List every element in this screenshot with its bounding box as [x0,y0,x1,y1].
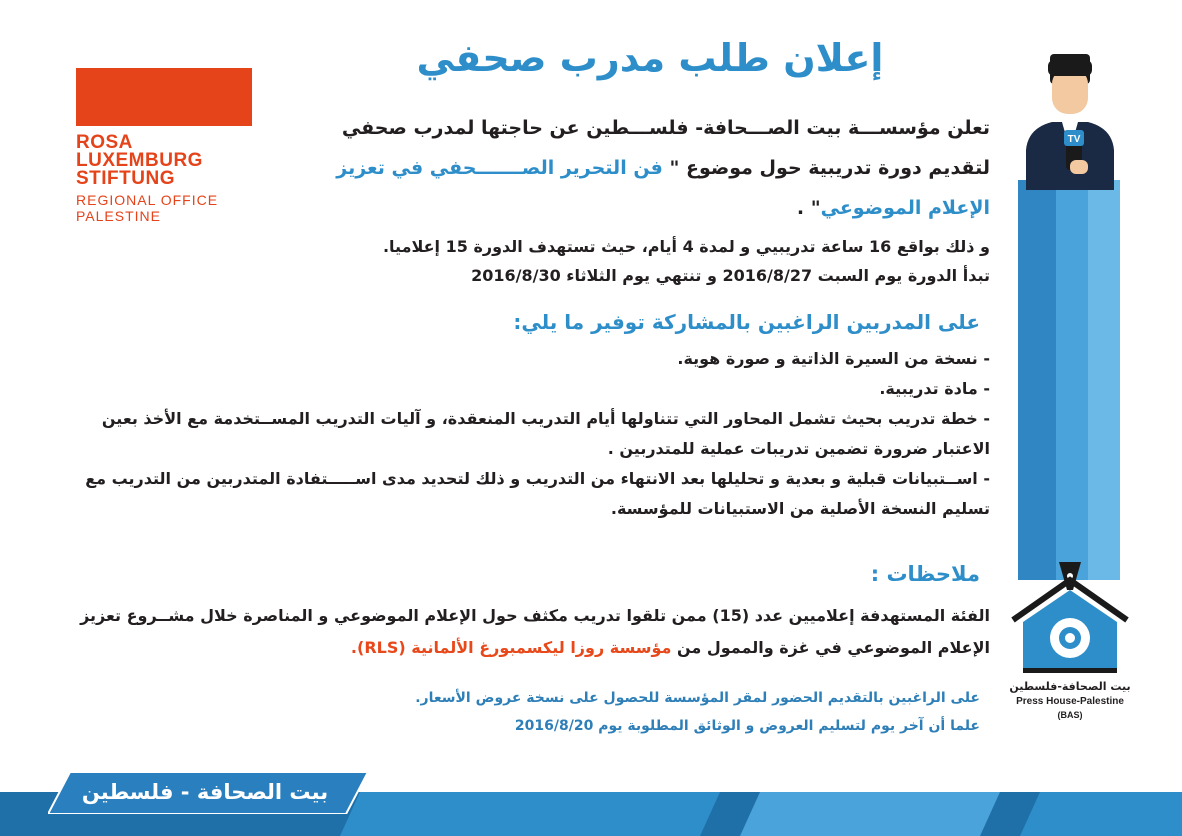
decorative-pillar [1018,180,1120,580]
rls-logo-block [76,68,252,126]
list-item: - نسخة من السيرة الذاتية و صورة هوية. [677,349,990,368]
notes-organization: مؤسسة روزا ليكسمبورغ الألمانية (RLS). [350,638,672,657]
rls-logo-sub-line: PALESTINE [76,208,161,224]
list-item: - خطة تدريب بحيث تشمل المحاور التي تتناولها أيام التدريب المنعقدة، و آليات التدريب المســتخدمة مع الأخذ بعين الاعتبار ضرورة تضمين تدريبات عملية للمتدربين . [101,409,990,458]
application-instructions [300,684,980,740]
requirements-list [70,344,990,524]
apply-line: علما أن آخر يوم لتسليم العروض و الوثائق المطلوبة يوم 2016/8/20 [514,718,980,734]
intro-line [280,148,990,188]
intro-paragraph [280,108,990,228]
rls-logo-name-line: LUXEMBURG [76,150,203,171]
list-item: - مادة تدريبية. [879,379,990,398]
news-presenter-icon [1022,50,1118,190]
page-title: إعلان طلب مدرب صحفي [416,36,884,80]
rls-logo-name [76,134,256,188]
intro-suffix: " . [796,197,821,219]
press-house-english-name: Press House-Palestine [1016,696,1124,707]
rls-logo-sub-line: REGIONAL OFFICE [76,192,219,208]
rls-logo-subtitle [76,192,256,224]
notes-main: الفئة المستهدفة إعلاميين عدد (15) ممن تلقوا تدريب مكثف حول الإعلام الموضوعي و المناصرة خلال مشــروع تعزيز الإعلام الموضوعي في غزة والممول من [80,606,990,657]
rls-logo-name-line: STIFTUNG [76,168,175,189]
apply-line: على الراغبين بالتقديم الحضور لمقر المؤسسة للحصول على نسخة عروض الأسعار. [415,690,980,706]
footer-label: بيت الصحافة - فلسطين [81,780,329,804]
requirements-heading: على المدربين الراغبين بالمشاركة توفير ما يلي: [513,310,980,334]
press-house-logo [1005,560,1135,730]
mic-label: TV [1067,134,1081,145]
list-item: - اســتبيانات قبلية و بعدية و تحليلها بعد الانتهاء من التدريب و ذلك لتحديد مدى اســـــتفادة المتدربين من التدريب مع تسليم النسخة الأصلية من الاستبيانات للمؤسسة. [85,469,990,518]
details-line: تبدأ الدورة يوم السبت 2016/8/27 و تنتهي يوم الثلاثاء 2016/8/30 [471,266,990,285]
details-line: و ذلك بواقع 16 ساعة تدريبيي و لمدة 4 أيام، حيث تستهدف الدورة 15 إعلاميا. [382,237,990,256]
course-details [300,232,990,290]
intro-topic: الإعلام الموضوعي [820,197,990,219]
notes-text [70,600,990,664]
notes-heading: ملاحظات : [870,562,980,586]
rls-logo [76,68,256,238]
intro-prefix: لتقديم دورة تدريبية حول موضوع " [662,157,990,179]
press-house-arabic-name: بيت الصحافة-فلسطين [1009,680,1131,693]
press-house-abbreviation: (BAS) [1057,710,1083,720]
intro-line [280,188,990,228]
intro-topic: فن التحرير الصـــــــحفي في تعزيز [336,157,663,179]
intro-line: تعلن مؤسســـة بيت الصـــحافة- فلســـطين عن حاجتها لمدرب صحفي [341,117,990,139]
rls-logo-name-line: ROSA [76,132,133,153]
press-house-emblem-icon [1005,560,1135,680]
